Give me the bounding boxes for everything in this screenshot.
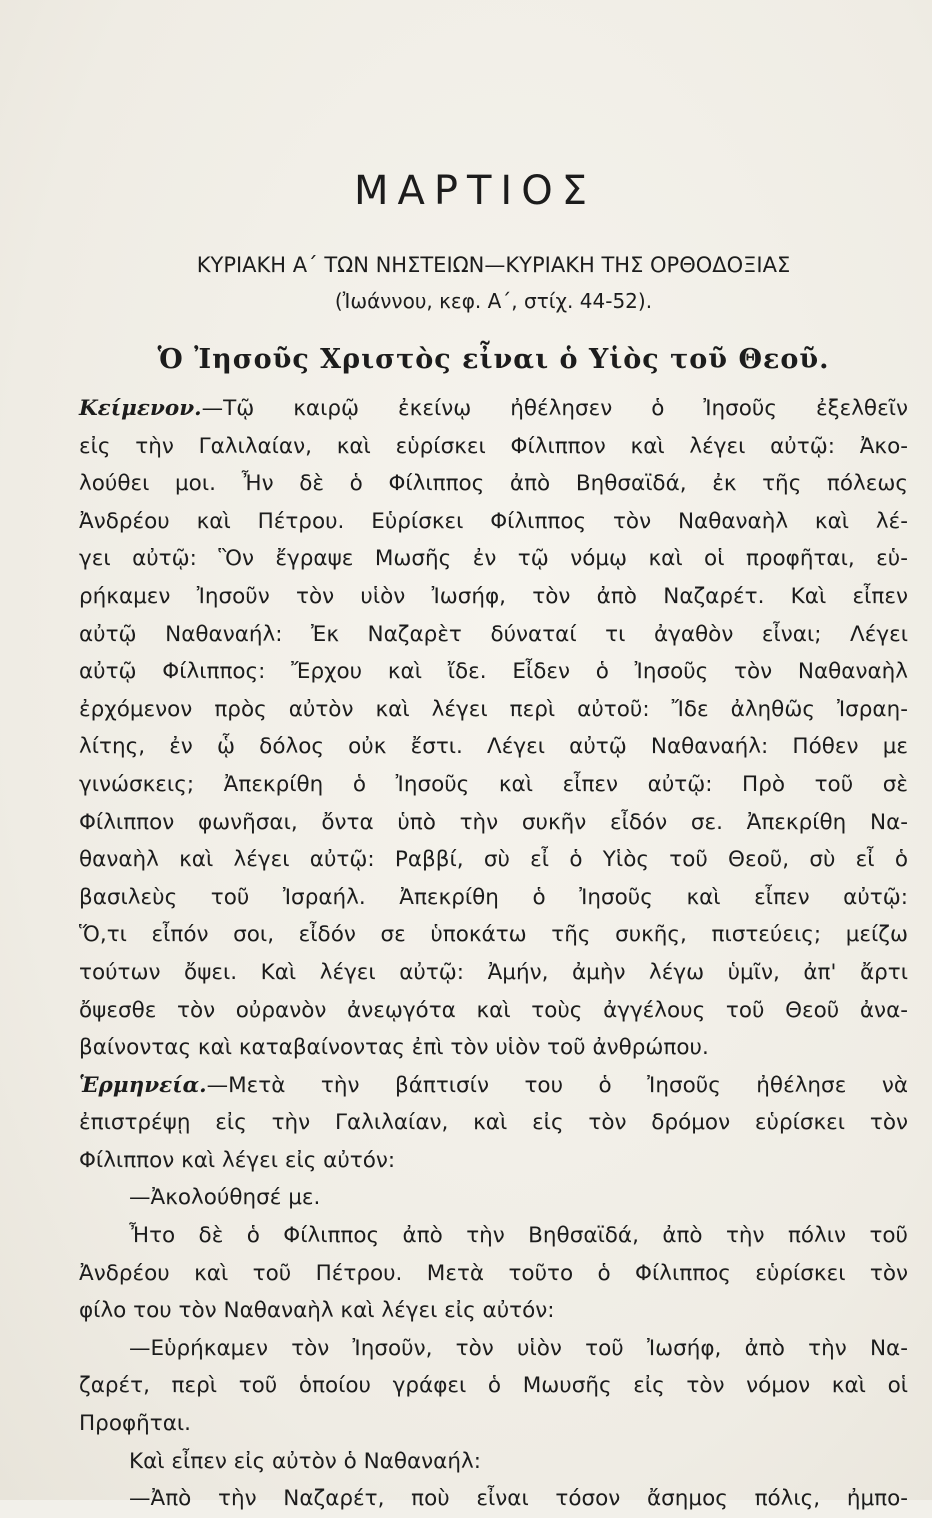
text-line: Καὶ εἶπεν εἰς αὐτὸν ὁ Ναθαναήλ: [129,1448,481,1474]
text-line: Φίλιππον φωνῆσαι, ὄντα ὑπὸ τὴν συκῆν εἶδόν σε. Ἀπεκρίθη Να- [79,809,908,835]
text-line: —Ἀπὸ τὴν Ναζαρέτ, ποὺ εἶναι τόσον ἄσημος πόλις, ἠμπο- [129,1486,908,1512]
interpretation-label: Ἑρμηνεία. [79,1072,207,1098]
month-title: ΜΑΡΤΙΟΣ [354,168,596,214]
text-line: αὐτῷ Φίλιππος: Ἔρχου καὶ ἴδε. Εἶδεν ὁ Ἰησοῦς τὸν Ναθαναὴλ [79,659,908,685]
text-line: τούτων ὄψει. Καὶ λέγει αὐτῷ: Ἀμήν, ἀμὴν λέγω ὑμῖν, ἀπ' ἄρτι [79,959,908,985]
text-line: Φίλιππον καὶ λέγει εἰς αὐτόν: [79,1147,396,1173]
text-line: λίτης, ἐν ᾧ δόλος οὐκ ἔστι. Λέγει αὐτῷ Ναθαναήλ: Πόθεν με [79,734,908,760]
text-line: Ὅ,τι εἶπόν σοι, εἶδόν σε ὑποκάτω τῆς συκῆς, πιστεύεις; μείζω [79,922,908,948]
text-line: —Εὑρήκαμεν τὸν Ἰησοῦν, τὸν υἱὸν τοῦ Ἰωσήφ, ἀπὸ τὴν Να- [129,1335,908,1361]
text-line: ὄψεσθε τὸν οὐρανὸν ἀνεῳγότα καὶ τοὺς ἀγγέλους τοῦ Θεοῦ ἀνα- [79,997,908,1023]
text-line: ἐπιστρέψῃ εἰς τὴν Γαλιλαίαν, καὶ εἰς τὸν δρόμον εὑρίσκει τὸν [79,1110,908,1136]
text-line: λούθει μοι. Ἦν δὲ ὁ Φίλιππος ἀπὸ Βηθσαϊδά, ἐκ τῆς πόλεως [79,471,908,497]
text-line: ζαρέτ, περὶ τοῦ ὁποίου γράφει ὁ Μωυσῆς εἰς τὸν νόμον καὶ οἱ [79,1373,908,1399]
text-line: Προφῆται. [79,1411,192,1437]
text-line: βαίνοντας καὶ καταβαίνοντας ἐπὶ τὸν υἱὸν τοῦ ἀνθρώπου. [79,1035,709,1061]
sunday-title: ΚΥΡΙΑΚΗ Α΄ ΤΩΝ ΝΗΣΤΕΙΩΝ—ΚΥΡΙΑΚΗ ΤΗΣ ΟΡΘΟΔΟΞΙΑΣ [196,253,791,277]
scripture-reference: (Ἰωάννου, κεφ. Α΄, στίχ. 44-52). [334,289,653,313]
text-label: Κείμενον. [79,396,202,421]
text-line: Κείμενον.—Τῷ καιρῷ ἐκείνῳ ἠθέλησεν ὁ Ἰησοῦς ἐξελθεῖν [79,396,908,421]
text-line: εἰς τὴν Γαλιλαίαν, καὶ εὑρίσκει Φίλιππον καὶ λέγει αὐτῷ: Ἀκο- [79,433,908,459]
text-line: Ἀνδρέου καὶ Πέτρου. Εὑρίσκει Φίλιππος τὸν Ναθαναὴλ καὶ λέ- [79,508,908,534]
body-text [79,390,908,1518]
text-line: αὐτῷ Ναθαναήλ: Ἐκ Ναζαρὲτ δύναταί τι ἀγαθὸν εἶναι; Λέγει [79,621,908,647]
text-line: γινώσκεις; Ἀπεκρίθη ὁ Ἰησοῦς καὶ εἶπεν αὐτῷ: Πρὸ τοῦ σὲ [79,771,908,797]
text-line: Ἦτο δὲ ὁ Φίλιππος ἀπὸ τὴν Βηθσαϊδά, ἀπὸ τὴν πόλιν τοῦ [129,1223,908,1249]
text-line: γει αὐτῷ: Ὃν ἔγραψε Μωσῆς ἐν τῷ νόμῳ καὶ οἱ προφῆται, εὑ- [79,546,908,572]
text-line: ἐρχόμενον πρὸς αὐτὸν καὶ λέγει περὶ αὐτοῦ: Ἴδε ἀληθῶς Ἰσραη- [79,696,908,722]
text-line: θαναὴλ καὶ λέγει αὐτῷ: Ραββί, σὺ εἶ ὁ Υἱὸς τοῦ Θεοῦ, σὺ εἶ ὁ [79,847,908,873]
text-line: φίλο του τὸν Ναθαναὴλ καὶ λέγει εἰς αὐτόν: [79,1298,555,1324]
text-line: βασιλεὺς τοῦ Ἰσραήλ. Ἀπεκρίθη ὁ Ἰησοῦς καὶ εἶπεν αὐτῷ: [79,884,908,910]
text-line: —Ἀκολούθησέ με. [129,1185,321,1211]
text-line: Ἀνδρέου καὶ τοῦ Πέτρου. Μετὰ τοῦτο ὁ Φίλιππος εὑρίσκει τὸν [79,1260,908,1286]
text-line: Ἑρμηνεία.—Μετὰ τὴν βάπτισίν του ὁ Ἰησοῦς ἠθέλησε νὰ [79,1072,908,1098]
text-line: ρήκαμεν Ἰησοῦν τὸν υἱὸν Ἰωσήφ, τὸν ἀπὸ Ναζαρέτ. Καὶ εἶπεν [79,583,908,609]
section-heading: Ὁ Ἰησοῦς Χριστὸς εἶναι ὁ Υἱὸς τοῦ Θεοῦ. [157,344,830,375]
